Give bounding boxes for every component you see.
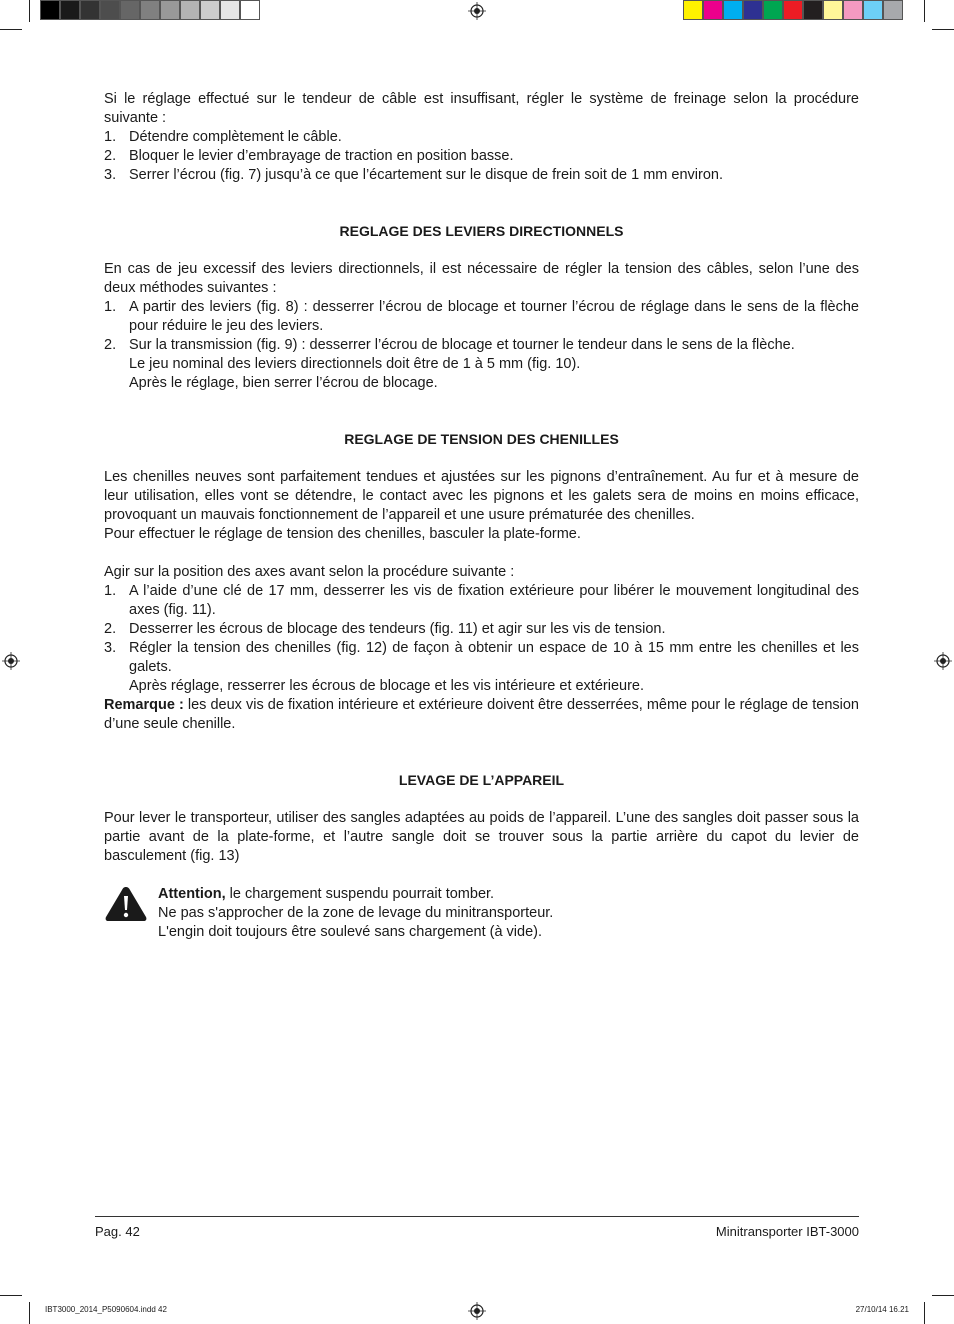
color-swatch [200,0,220,20]
tracks-paragraph: Agir sur la position des axes avant selon la procédure suivante : [104,564,515,580]
color-swatch [843,0,863,20]
color-swatch [743,0,763,20]
list-number: 2. [104,148,117,164]
color-swatch [823,0,843,20]
page-content [104,90,859,942]
list-text: Desserrer les écrous de blocage des tendeurs (fig. 11) et agir sur les vis de tension. [129,621,666,637]
slug-filename: IBT3000_2014_P5090604.indd 42 [45,1305,167,1314]
registration-mark-icon [934,652,952,670]
list-item [104,147,859,166]
crop-mark [29,0,30,22]
footer-divider [95,1216,859,1217]
remark [104,696,859,734]
remark-text: les deux vis de fixation intérieure et extérieure doivent être desserrées, même pour le réglage de tension d’une seule chenille. [104,697,859,732]
list-item [104,620,859,639]
tracks-steps-list [104,582,859,677]
color-swatch [863,0,883,20]
warning-line: le chargement suspendu pourrait tomber. [225,886,495,902]
intro-paragraph: Si le réglage effectué sur le tendeur de câble est insuffisant, régler le système de freinage selon la procédure suivante : [104,91,859,126]
warning-block [104,885,859,942]
registration-mark-icon [2,652,20,670]
crop-mark [924,1302,925,1324]
remark-label: Remarque : [104,697,184,713]
warning-line: L'engin doit toujours être soulevé sans chargement (à vide). [158,924,543,940]
warning-triangle-icon [104,885,148,923]
lifting-paragraph: Pour lever le transporteur, utiliser des sangles adaptées au poids de l’appareil. L’une des sangles doit passer sous la partie avant de la plate-forme, et l’autre sangle doit se trouver sous la partie arrière du capot du levier de basculement (fig. 13) [104,810,859,864]
levers-note-line: Le jeu nominal des leviers directionnels doit être de 1 à 5 mm (fig. 10). [129,356,581,372]
color-swatch [803,0,823,20]
warning-line: Ne pas s'approcher de la zone de levage du minitransporteur. [158,905,554,921]
list-number: 1. [104,129,117,145]
list-number: 3. [104,167,117,183]
color-swatch [60,0,80,20]
registration-mark-icon [468,1302,486,1320]
list-number: 2. [104,621,117,637]
levers-steps-list [104,298,859,355]
list-number: 2. [104,337,117,353]
list-item [104,166,859,185]
crop-mark [932,1295,954,1296]
crop-mark [0,1295,22,1296]
list-item [104,128,859,147]
color-swatch [140,0,160,20]
color-swatch [160,0,180,20]
list-text: Détendre complètement le câble. [129,129,342,145]
brake-steps-list [104,128,859,185]
gray-swatch-bar [40,0,260,22]
warning-text [158,885,553,942]
section-heading-levers: REGLAGE DES LEVIERS DIRECTIONNELS [339,223,624,239]
list-number: 3. [104,640,117,656]
page-number: Pag. 42 [95,1224,140,1239]
color-swatch [723,0,743,20]
color-swatch [220,0,240,20]
list-item [104,336,859,355]
color-swatch [763,0,783,20]
list-text: Sur la transmission (fig. 9) : desserrer l’écrou de blocage et tourner le tendeur dans le sens de la flèche. [129,337,795,353]
tracks-paragraph: Les chenilles neuves sont parfaitement tendues et ajustées sur les pignons d’entraînement. Au fur et à mesure de leur utilisation, elles vont se détendre, le contact avec les pignons et les galets sera de moins en moins efficace, provoquant un mauvais fonctionnement de l’appareil et une usure prématurée des chenilles. [104,469,859,523]
list-text: Serrer l’écrou (fig. 7) jusqu’à ce que l’écartement sur le disque de frein soit de 1 mm environ. [129,167,723,183]
color-swatch [120,0,140,20]
color-swatch [180,0,200,20]
crop-mark [29,1302,30,1324]
list-number: 1. [104,583,117,599]
section-heading-tracks: REGLAGE DE TENSION DES CHENILLES [344,431,619,447]
tracks-paragraph: Pour effectuer le réglage de tension des chenilles, basculer la plate-forme. [104,526,581,542]
list-text: Bloquer le levier d’embrayage de traction en position basse. [129,148,514,164]
list-text: A l’aide d’une clé de 17 mm, desserrer les vis de fixation extérieure pour libérer le mouvement longitudinal des axes (fig. 11). [129,583,859,618]
crop-mark [932,29,954,30]
crop-mark [0,29,22,30]
list-item [104,298,859,336]
list-item [104,582,859,620]
warning-label: Attention, [158,886,226,902]
list-text: A partir des leviers (fig. 8) : desserrer l’écrou de blocage et tourner l’écrou de réglage dans le sens de la flèche pour réduire le jeu des leviers. [129,299,859,334]
color-swatch [80,0,100,20]
list-item [104,639,859,677]
color-swatch [883,0,903,20]
product-name: Minitransporter IBT-3000 [715,1224,859,1239]
tracks-note-line: Après réglage, resserrer les écrous de blocage et les vis intérieure et extérieure. [129,678,645,694]
levers-paragraph: En cas de jeu excessif des leviers directionnels, il est nécessaire de régler la tension des câbles, selon l’une des deux méthodes suivantes : [104,261,859,296]
crop-mark [924,0,925,22]
color-swatch [703,0,723,20]
color-swatch [240,0,260,20]
list-number: 1. [104,299,117,315]
color-swatch-bar [683,0,903,22]
section-heading-lifting: LEVAGE DE L’APPAREIL [398,772,565,788]
levers-note-line: Après le réglage, bien serrer l’écrou de blocage. [129,375,438,391]
color-swatch [683,0,703,20]
color-swatch [40,0,60,20]
registration-mark-icon [468,2,486,20]
list-text: Régler la tension des chenilles (fig. 12) de façon à obtenir un espace de 10 à 15 mm entre les chenilles et les galets. [129,640,859,675]
color-swatch [100,0,120,20]
slug-date: 27/10/14 16.21 [855,1305,909,1314]
color-swatch [783,0,803,20]
